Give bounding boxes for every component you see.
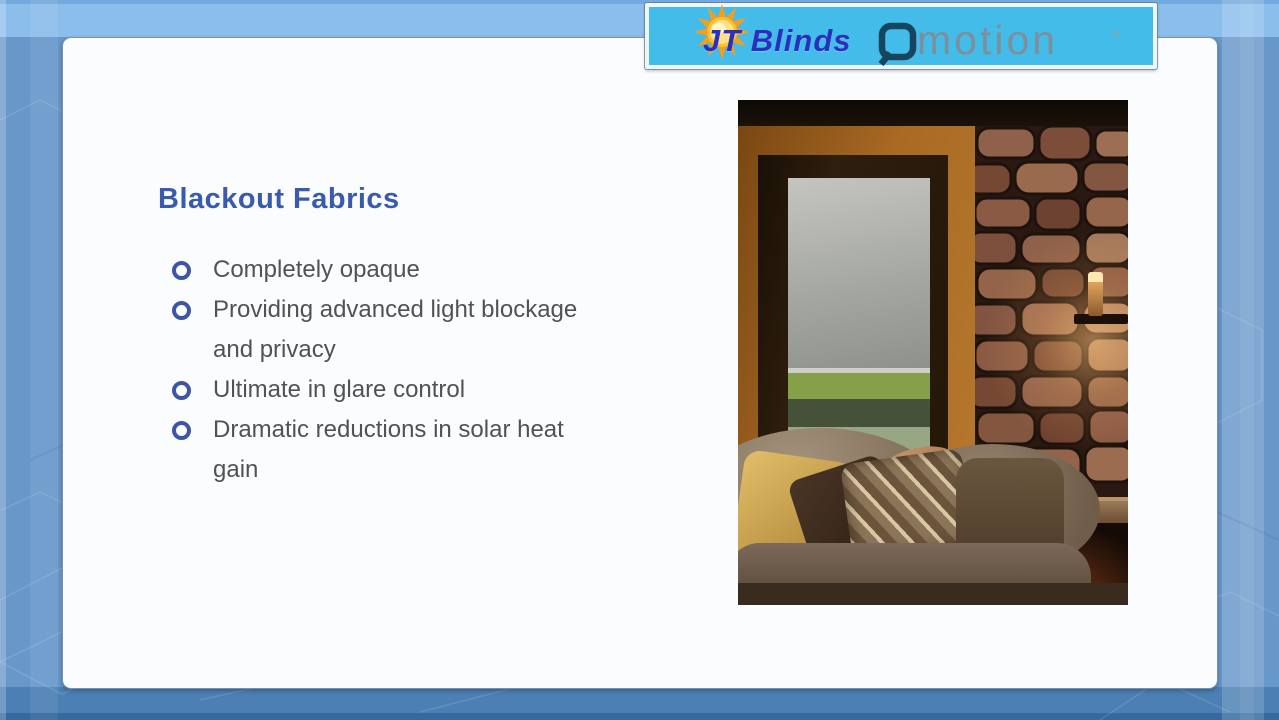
candle-lamp-icon (1088, 272, 1103, 316)
bullet-line: and privacy (213, 336, 336, 363)
ceiling-shadow (738, 100, 1128, 126)
background-left-strip (0, 0, 6, 720)
lamp-glow (975, 126, 1128, 497)
logo-bar (645, 3, 1157, 69)
registered-mark: ® (1112, 29, 1121, 41)
bullet-line: gain (213, 456, 259, 483)
brand-jt-blinds: JT Blinds (703, 23, 852, 58)
bullet-line: Providing advanced light blockage (213, 296, 578, 323)
page-title: Blackout Fabrics (158, 183, 400, 215)
bullet-icon (172, 381, 191, 400)
bullet-icon (172, 421, 191, 440)
bullet-line: Completely opaque (213, 256, 420, 283)
background-bottom-band (0, 687, 1279, 720)
sofa-base-shadow (738, 583, 1128, 605)
bullet-list (170, 250, 710, 490)
blackout-roller-shade (788, 178, 930, 373)
background-stripe (1240, 0, 1254, 720)
bullet-line: Ultimate in glare control (213, 376, 466, 403)
qmotion-wordmark: motion (917, 17, 1059, 63)
list-item (170, 370, 710, 410)
bullet-icon (172, 261, 191, 280)
list-item (170, 290, 710, 370)
bullet-icon (172, 301, 191, 320)
qmotion-q-icon (877, 22, 919, 66)
product-photo (738, 100, 1128, 605)
background-stripe (30, 0, 58, 720)
bullet-line: Dramatic reductions in solar heat (213, 416, 564, 443)
list-item (170, 250, 710, 290)
list-item (170, 410, 710, 490)
